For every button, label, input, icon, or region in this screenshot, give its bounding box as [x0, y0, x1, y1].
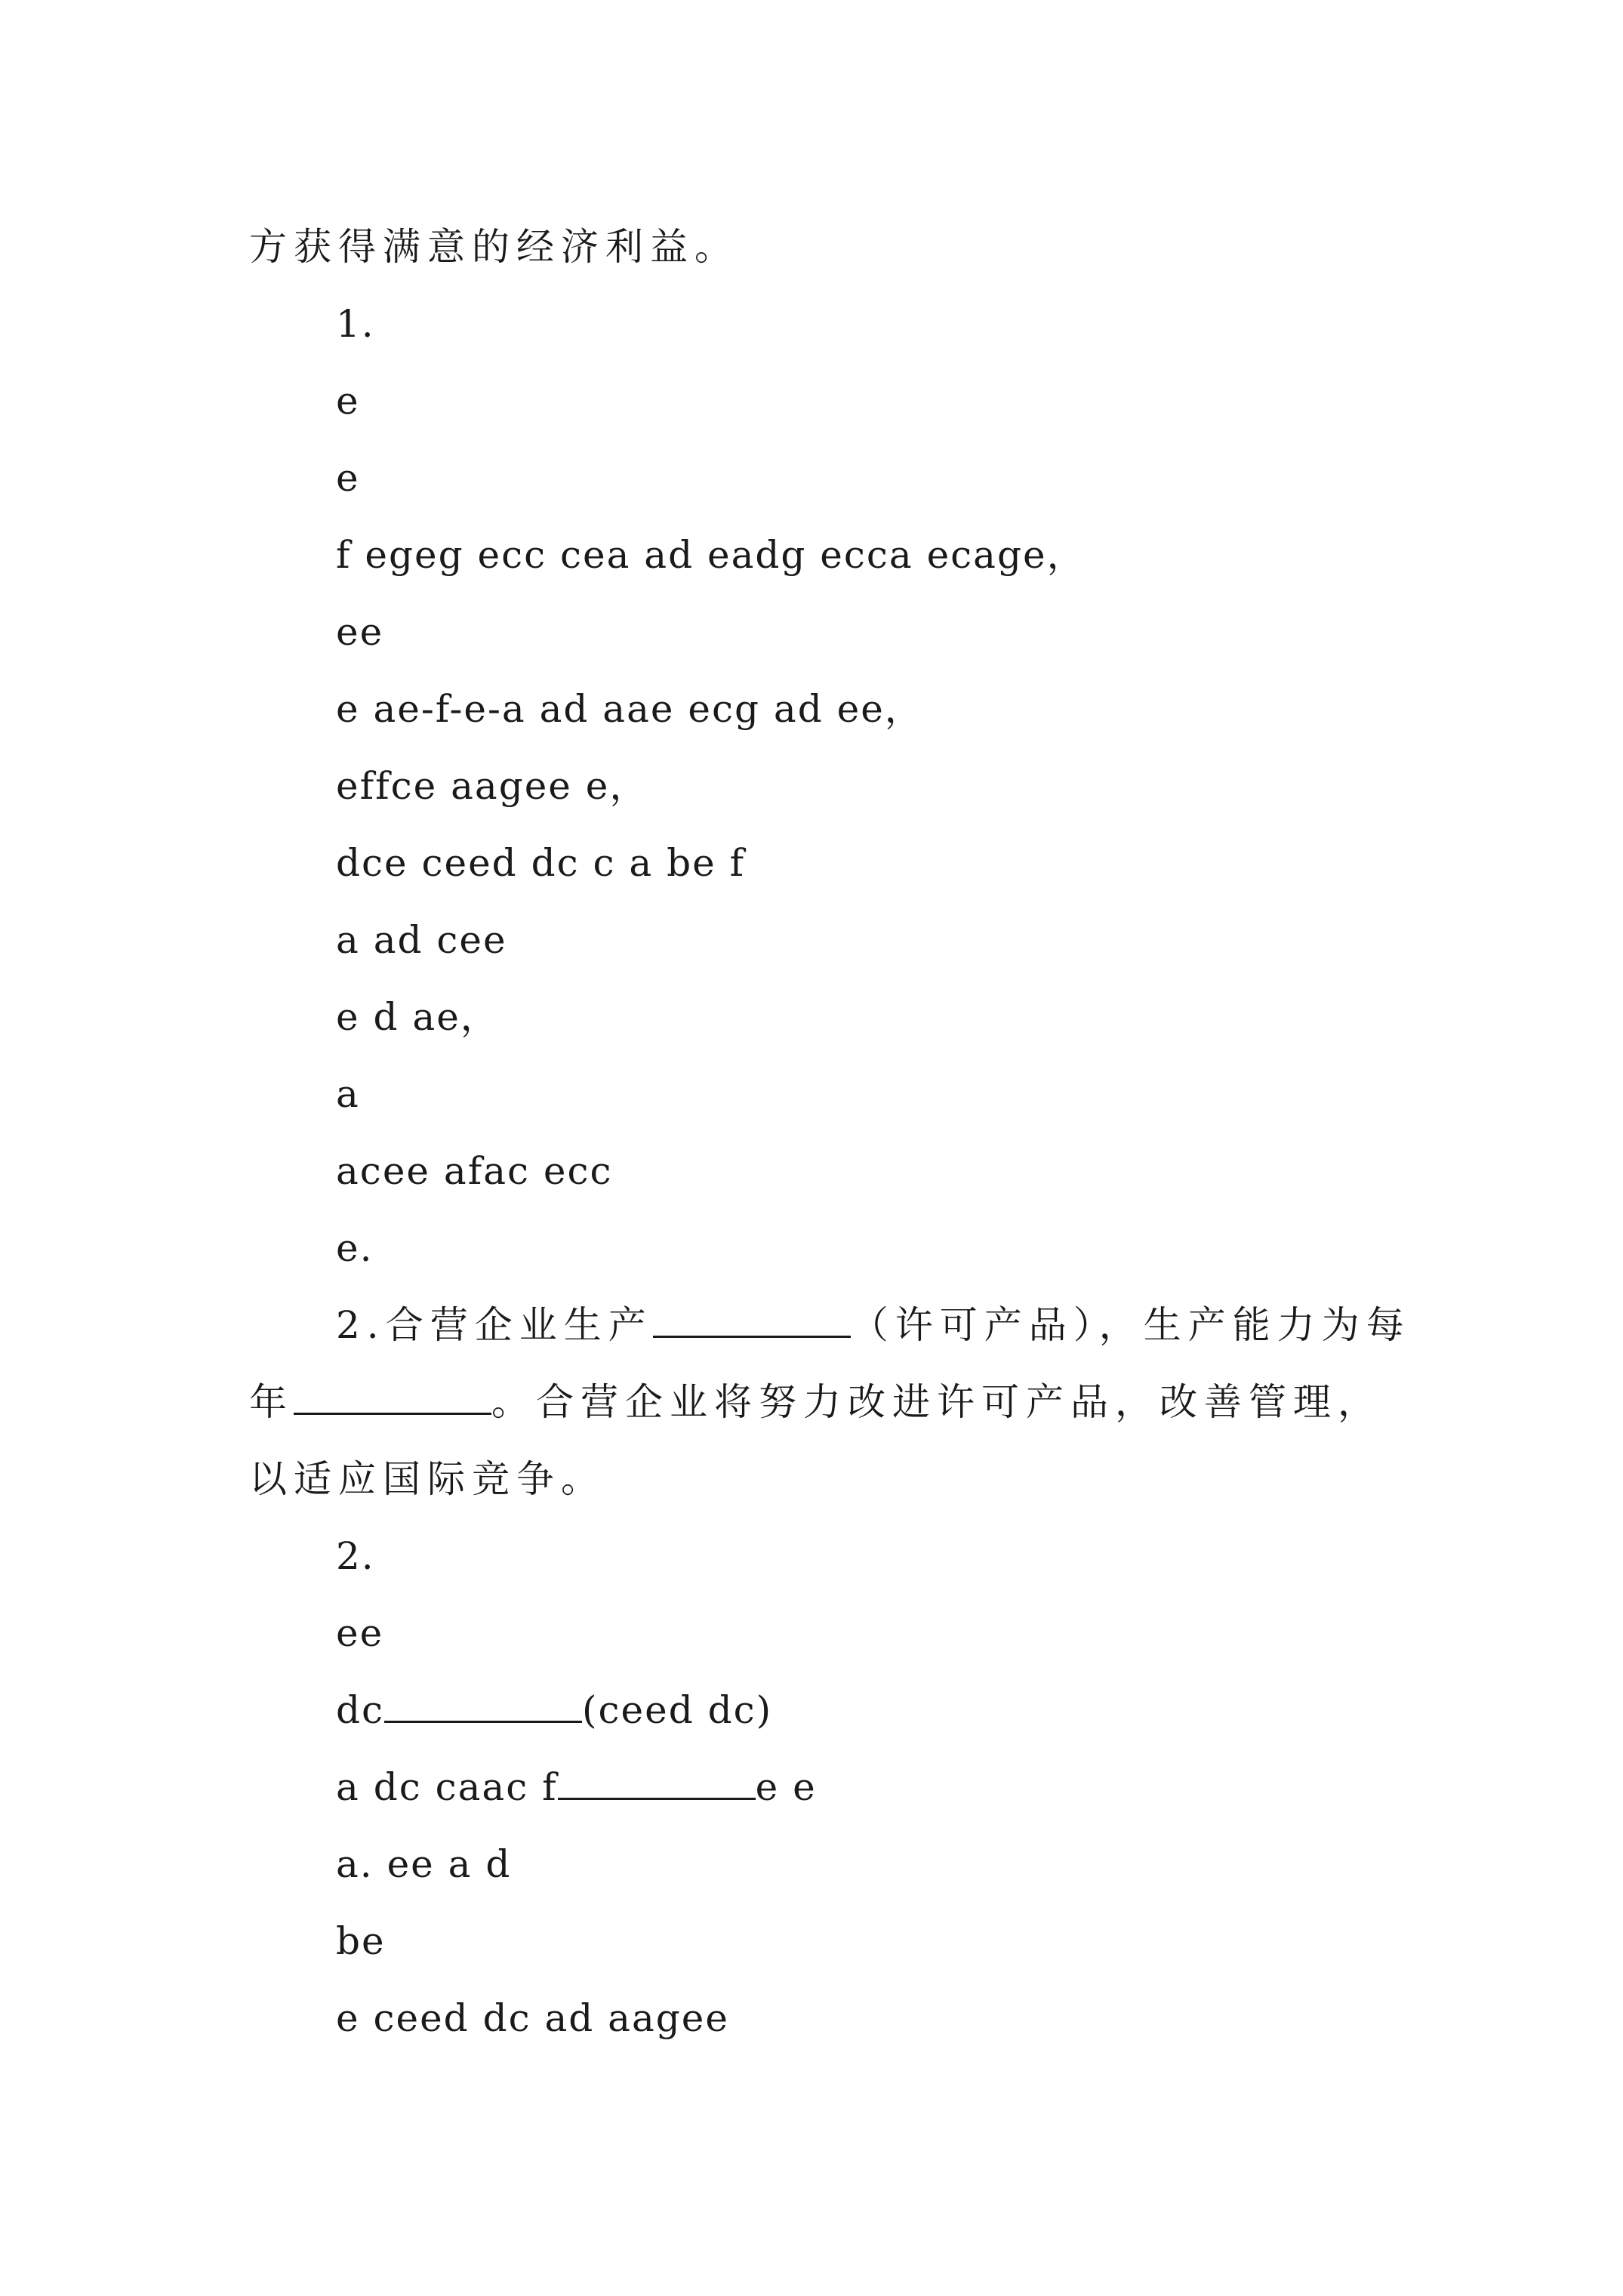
paragraph-line	[0, 1518, 1623, 1595]
line-text: a	[336, 1072, 360, 1116]
paragraph-line	[0, 1210, 1623, 1287]
line-text: 2.	[336, 1534, 375, 1578]
line-text: dce ceed dc c a be f	[336, 841, 746, 885]
paragraph-line	[0, 1903, 1623, 1980]
paragraph-line	[0, 593, 1623, 670]
paragraph-line	[0, 1672, 1623, 1749]
paragraph-line	[0, 1595, 1623, 1672]
line-text: e ae-f-e-a ad aae ecg ad ee，	[336, 687, 924, 731]
line-text: effce aagee e，	[336, 764, 649, 808]
line-text: ee	[336, 1611, 384, 1655]
line-text: a ad cee	[336, 918, 507, 962]
fill-in-blank	[558, 1767, 756, 1800]
line-text: （许可产品），生产能力为每	[850, 1303, 1411, 1347]
line-text: be	[336, 1919, 386, 1963]
line-text: e	[336, 379, 360, 423]
paragraph-line	[0, 1980, 1623, 2057]
paragraph-line	[0, 1133, 1623, 1210]
paragraph-line	[0, 439, 1623, 516]
paragraph-line	[0, 901, 1623, 978]
fill-in-blank	[384, 1690, 582, 1723]
fill-in-blank	[294, 1382, 491, 1415]
line-text: acee afac ecc	[336, 1149, 613, 1193]
paragraph-line	[0, 1441, 1623, 1518]
line-text: e e	[755, 1765, 817, 1809]
fill-in-blank	[653, 1305, 851, 1338]
paragraph-line	[0, 362, 1623, 439]
line-text: dc	[336, 1688, 385, 1732]
line-text: e.	[336, 1226, 374, 1270]
line-text: e ceed dc ad aagee	[336, 1996, 729, 2040]
paragraph-line	[0, 670, 1623, 747]
line-text: a. ee a d	[336, 1842, 512, 1886]
paragraph-line	[0, 285, 1623, 362]
line-text: (ceed dc)	[582, 1688, 773, 1732]
paragraph-line	[0, 1056, 1623, 1133]
line-text: 。合营企业将努力改进许可产品，改善管理，	[491, 1380, 1382, 1424]
paragraph-line	[0, 824, 1623, 901]
paragraph-line	[0, 1749, 1623, 1826]
line-text: 方获得满意的经济利益。	[249, 225, 739, 269]
line-text: e	[336, 456, 360, 500]
line-text: 1.	[336, 302, 375, 346]
paragraph-line	[0, 516, 1623, 593]
paragraph-line	[0, 1364, 1623, 1441]
line-text: e d ae，	[336, 995, 500, 1039]
paragraph-line	[0, 1287, 1623, 1364]
line-text: f egeg ecc cea ad eadg ecca ecage，	[336, 533, 1086, 577]
line-text: 2.合营企业生产	[336, 1303, 653, 1347]
paragraph-line	[0, 978, 1623, 1056]
paragraph-line	[0, 208, 1623, 285]
line-text: ee	[336, 610, 384, 654]
paragraph-line	[0, 747, 1623, 824]
line-text: 以适应国际竞争。	[249, 1457, 605, 1501]
line-text: 年	[249, 1380, 294, 1424]
paragraph-line	[0, 1826, 1623, 1903]
line-text: a dc caac f	[336, 1765, 558, 1809]
